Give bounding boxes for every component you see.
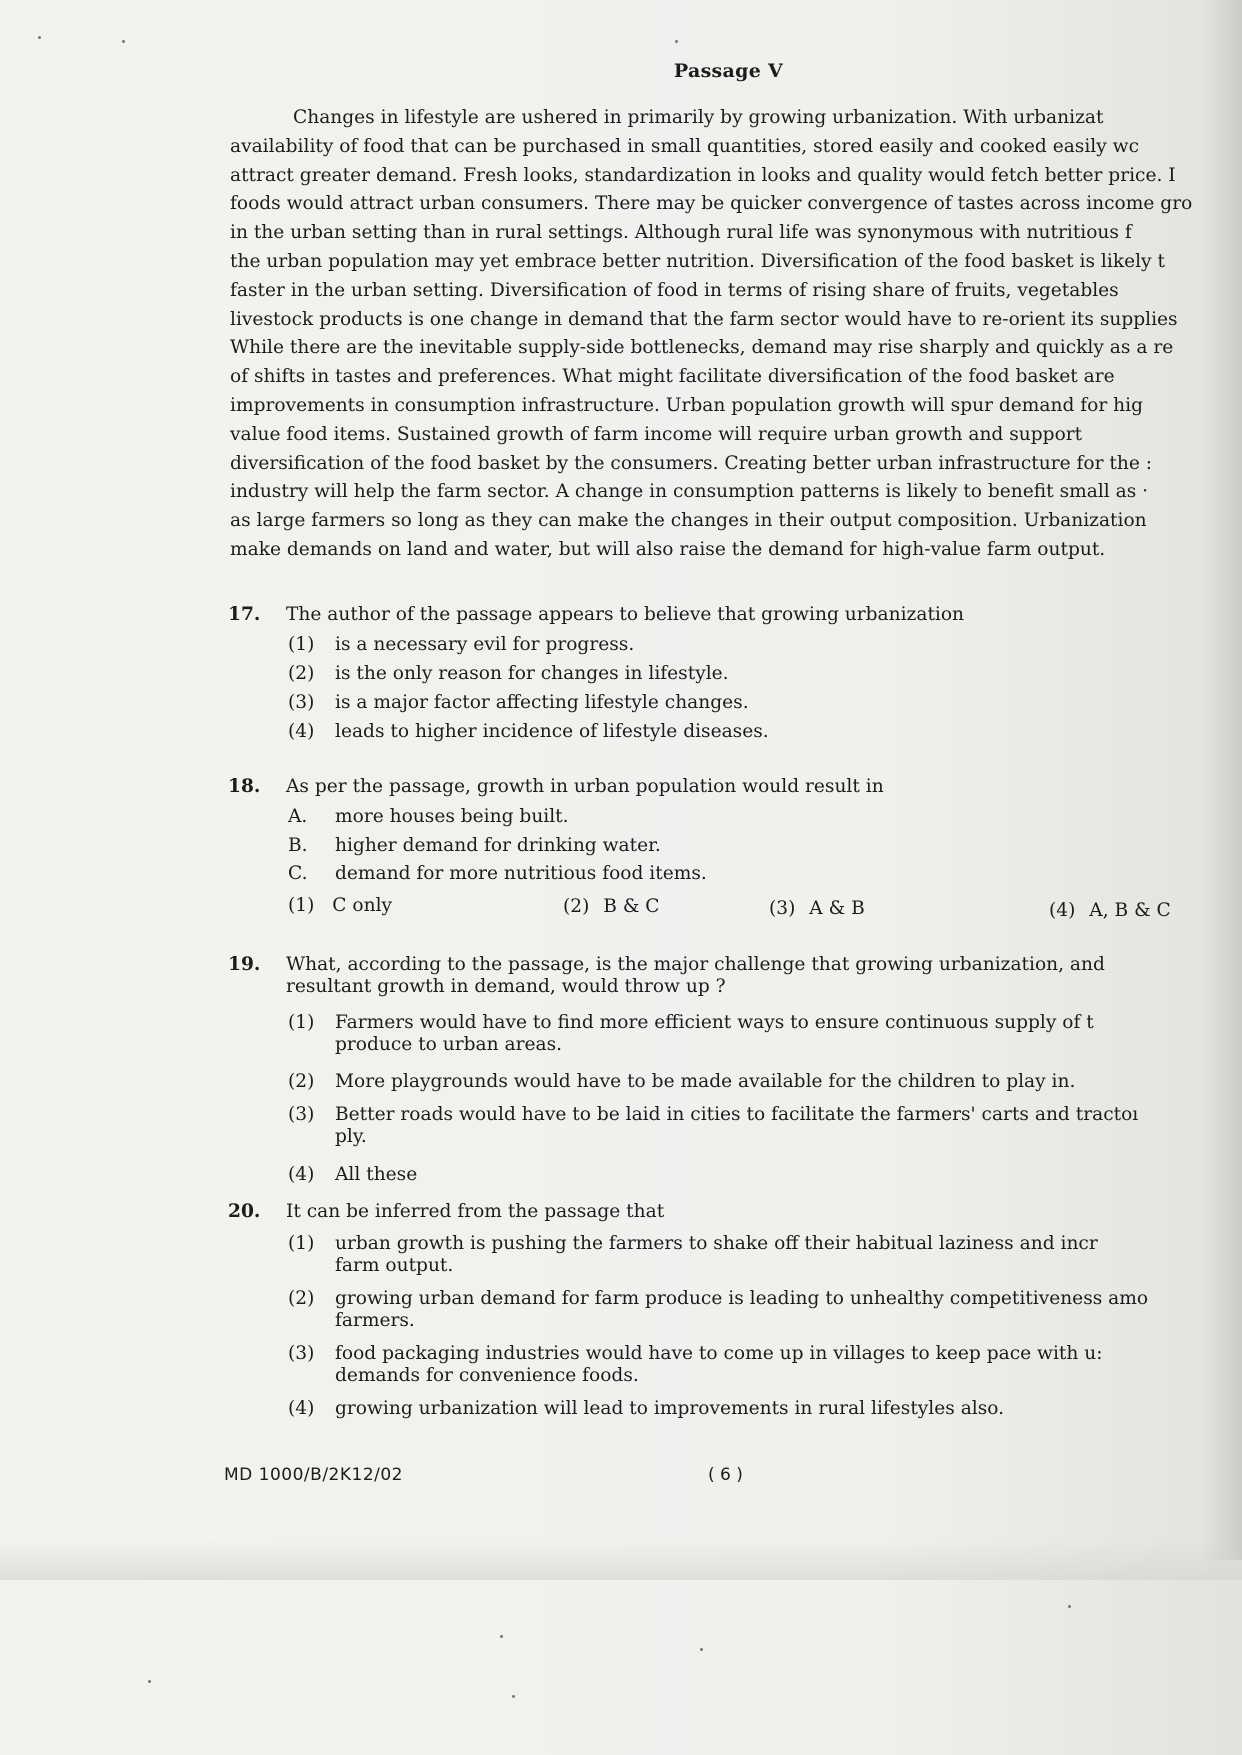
passage-line: industry will help the farm sector. A change in consumption patterns is likely to benefit small as · [230,481,1149,503]
passage-title: Passage V [673,60,784,82]
scan-speck [512,1695,515,1698]
statement-text: more houses being built. [335,806,569,827]
question-number: 17. [228,604,261,625]
option-text: Farmers would have to find more efficient ways to ensure continuous supply of t [335,1012,1094,1033]
choice-text: A & B [809,898,865,919]
passage-line: diversification of the food basket by the consumers. Creating better urban infrastructure for the : [230,452,1153,474]
paper-code: MD 1000/B/2K12/02 [224,1465,403,1485]
passage-line: availability of food that can be purchased in small quantities, stored easily and cooked easily wc [230,135,1139,157]
scan-speck [38,36,41,39]
option-label: (2) [288,1071,315,1092]
question-text: The author of the passage appears to believe that growing urbanization [286,604,965,625]
scan-speck [148,1680,151,1683]
option-text: ply. [335,1126,367,1147]
question-19 [228,954,1188,1004]
option-text: growing urbanization will lead to improvements in rural lifestyles also. [335,1398,1005,1419]
option-label: (4) [288,1398,315,1419]
passage-line: make demands on land and water, but will also raise the demand for high-value farm output. [230,538,1106,560]
passage-line: livestock products is one change in demand that the farm sector would have to re-orient its supplies [230,308,1178,330]
question-number: 20. [228,1201,261,1222]
statement-text: demand for more nutritious food items. [335,863,707,884]
choice-text: C only [332,895,393,916]
option-text: All these [335,1164,418,1185]
passage-line: value food items. Sustained growth of farm income will require urban growth and support [230,423,1083,445]
passage-line: foods would attract urban consumers. There may be quicker convergence of tastes across income gro [230,193,1193,215]
choice [1049,900,1171,922]
option-text: farmers. [335,1310,415,1331]
passage-line: attract greater demand. Fresh looks, standardization in looks and quality would fetch better price. I [230,164,1176,186]
passage-line: of shifts in tastes and preferences. What might facilitate diversification of the food basket are [230,366,1115,388]
passage-line: improvements in consumption infrastructure. Urban population growth will spur demand for hig [230,394,1143,416]
option-label: (1) [288,1233,315,1254]
question-number: 18. [228,776,261,797]
scan-speck [122,40,125,43]
choice-text: B & C [603,896,660,917]
question-text: As per the passage, growth in urban population would result in [286,776,884,797]
option-text: urban growth is pushing the farmers to shake off their habitual laziness and incr [335,1233,1098,1254]
option-text: More playgrounds would have to be made available for the children to play in. [335,1071,1076,1092]
question-text: What, according to the passage, is the major challenge that growing urbanization, and [286,954,1105,975]
statement-text: higher demand for drinking water. [335,835,661,856]
question-text: resultant growth in demand, would throw up ? [286,976,726,997]
option-text: food packaging industries would have to come up in villages to keep pace with u: [335,1343,1103,1364]
statement-label: A. [288,806,308,827]
option-text: produce to urban areas. [335,1034,563,1055]
option-text: leads to higher incidence of lifestyle diseases. [335,721,769,742]
choice-label: (1) [288,895,315,916]
passage-line: the urban population may yet embrace better nutrition. Diversification of the food basket is likely t [230,250,1165,272]
scan-speck [675,40,678,43]
scan-shadow-bottom [0,1540,1242,1580]
option-label: (1) [288,1012,315,1033]
option-text: is a necessary evil for progress. [335,634,635,655]
choice [769,898,865,920]
option-label: (4) [288,721,315,742]
passage-body [230,104,1242,565]
option-label: (3) [288,692,315,713]
option-label: (3) [288,1104,315,1125]
option-label: (1) [288,634,315,655]
option-text: is a major factor affecting lifestyle changes. [335,692,749,713]
statement-label: B. [288,835,308,856]
choice [288,895,392,917]
option-text: growing urban demand for farm produce is leading to unhealthy competitiveness amo [335,1288,1149,1309]
option-label: (2) [288,663,315,684]
passage-line: in the urban setting than in rural settings. Although rural life was synonymous with nutritious f [230,222,1132,244]
option-text: is the only reason for changes in lifestyle. [335,663,729,684]
option-text: farm output. [335,1255,454,1276]
passage-line: faster in the urban setting. Diversification of food in terms of rising share of fruits, vegetables [230,279,1119,301]
choice-label: (2) [563,896,590,917]
scan-speck [700,1648,703,1651]
choice-text: A, B & C [1089,900,1171,921]
page-number: ( 6 ) [708,1465,743,1485]
question-number: 19. [228,954,261,975]
question-text: It can be inferred from the passage that [286,1201,665,1222]
option-text: Better roads would have to be laid in cities to facilitate the farmers' carts and tractoı [335,1104,1139,1125]
passage-line: as large farmers so long as they can make the changes in their output composition. Urbanization [230,510,1147,532]
choice-label: (3) [769,898,796,919]
choice-label: (4) [1049,900,1076,921]
passage-line: While there are the inevitable supply-side bottlenecks, demand may rise sharply and quickly as a re [230,337,1174,359]
scan-speck [1068,1605,1071,1608]
statement-label: C. [288,863,308,884]
option-label: (3) [288,1343,315,1364]
scan-speck [500,1635,503,1638]
choice [563,896,660,918]
option-text: demands for convenience foods. [335,1365,639,1386]
option-label: (4) [288,1164,315,1185]
option-label: (2) [288,1288,315,1309]
passage-line: Changes in lifestyle are ushered in primarily by growing urbanization. With urbanizat [293,107,1104,128]
